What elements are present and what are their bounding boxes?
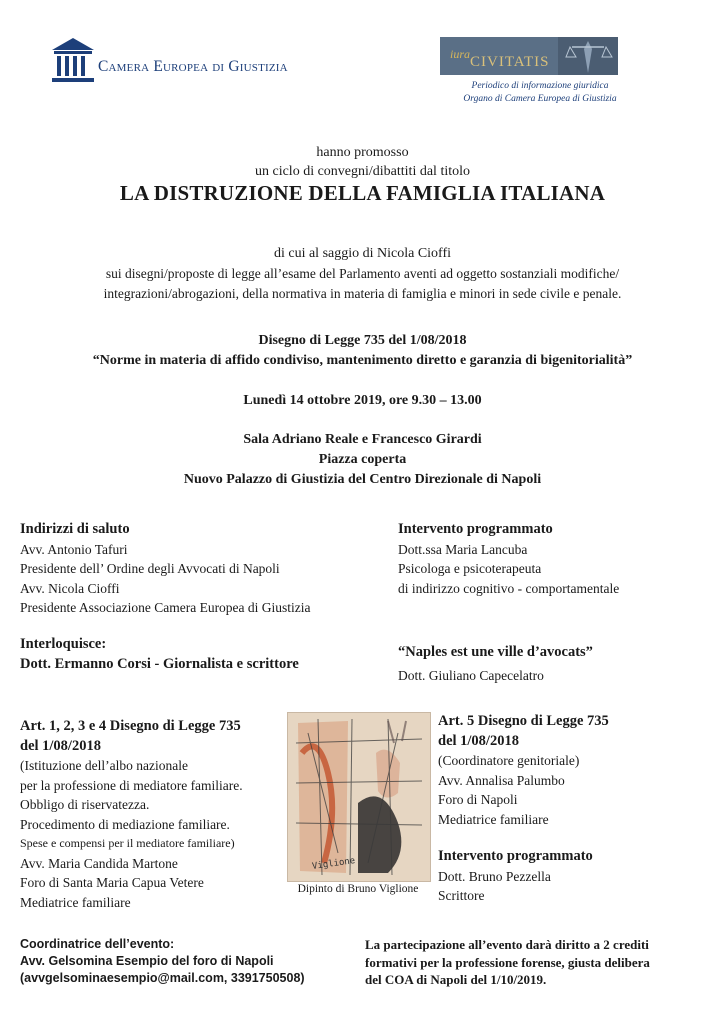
- org-name: Camera Europea di Giustizia: [98, 58, 288, 75]
- art-title-line2: del 1/08/2018: [20, 737, 101, 754]
- art5-line2: Avv. Annalisa Palumbo: [438, 772, 565, 788]
- credits-line1: La partecipazione all’evento darà diritto a 2 crediti: [365, 937, 649, 952]
- naples-name: Dott. Giuliano Capecelatro: [398, 667, 544, 683]
- journal-subtitle-line1: Periodico di informazione giuridica: [471, 81, 609, 91]
- art-line3: Obbligo di riservatezza.: [20, 797, 150, 812]
- intervento-line2: Psicologa e psicoterapeuta: [398, 561, 542, 576]
- art-line8: Mediatrice familiare: [20, 894, 131, 910]
- ddl-title: Disegno di Legge 735 del 1/08/2018: [258, 333, 467, 348]
- art5-line3: Foro di Napoli: [438, 792, 518, 807]
- art-line5: Spese e compensi per il mediatore familiare): [20, 836, 235, 850]
- saluto-line4: Presidente Associazione Camera Europea di Giustizia: [20, 600, 311, 615]
- event-date: Lunedì 14 ottobre 2019, ore 9.30 – 13.00: [243, 393, 482, 408]
- coordinator-title: Coordinatrice dell’evento:: [20, 937, 175, 951]
- naples-block: [398, 643, 708, 685]
- credits-line3: del COA di Napoli del 1/10/2019.: [365, 972, 547, 987]
- event-venue3: Nuovo Palazzo di Giustizia del Centro Direzionale di Napoli: [183, 472, 542, 487]
- interloquisce-block: [20, 635, 370, 674]
- credits-block: [365, 936, 707, 989]
- saluto-block: [20, 520, 370, 618]
- journal-name-bottom: CIVITATIS: [470, 54, 550, 70]
- art5-title-line2: del 1/08/2018: [438, 732, 519, 749]
- intervento-line1: Dott.ssa Maria Lancuba: [398, 541, 528, 557]
- intro-line4: sui disegni/proposte di legge all’esame del Parlamento aventi ad oggetto sostanziali modifiche/: [105, 266, 620, 281]
- page-title: LA DISTRUZIONE DELLA FAMIGLIA ITALIANA: [119, 181, 606, 205]
- art5-line1: (Coordinatore genitoriale): [438, 753, 580, 768]
- ddl-subtitle: “Norme in materia di affido condiviso, mantenimento diretto e garanzia di bigenitorialità”: [92, 353, 633, 368]
- event-venue1: Sala Adriano Reale e Francesco Girardi: [243, 432, 482, 447]
- art-line6: Avv. Maria Candida Martone: [20, 855, 178, 871]
- art5-block: [438, 712, 708, 829]
- intervento-block: [398, 520, 708, 598]
- saluto-line2: Presidente dell’ Ordine degli Avvocati di Napoli: [20, 561, 280, 576]
- journal-logo: [440, 37, 618, 75]
- interloquisce-title: Interloquisce:: [20, 636, 107, 652]
- painting: [287, 712, 431, 882]
- journal-name-top: iura: [450, 47, 471, 61]
- intro-line5: integrazioni/abrogazioni, della normativa in materia di famiglia e minori in sede civile e penale.: [103, 286, 622, 301]
- event-venue2: Piazza coperta: [318, 452, 407, 467]
- intro-line3: di cui al saggio di Nicola Cioffi: [273, 246, 452, 261]
- intro-line1: hanno promosso: [316, 145, 409, 160]
- art-line7: Foro di Santa Maria Capua Vetere: [20, 875, 204, 890]
- art-line4: Procedimento di mediazione familiare.: [20, 816, 230, 832]
- saluto-line1: Avv. Antonio Tafuri: [20, 541, 128, 557]
- coordinator-block: [20, 936, 350, 987]
- credits-line2: formativi per la professione forense, giusta delibera: [365, 954, 650, 970]
- saluto-line3: Avv. Nicola Cioffi: [20, 580, 120, 596]
- journal-subtitle-line2: Organo di Camera Europea di Giustizia: [463, 94, 617, 104]
- art5-title-line1: Art. 5 Disegno di Legge 735: [438, 713, 609, 729]
- art-title-line1: Art. 1, 2, 3 e 4 Disegno di Legge 735: [20, 718, 241, 734]
- art5-line4: Mediatrice familiare: [438, 811, 549, 827]
- intro-line2: un ciclo di convegni/dibattiti dal titolo: [254, 164, 471, 179]
- intervento2-title: Intervento programmato: [438, 848, 593, 864]
- journal-subtitle: [445, 80, 635, 106]
- painting-signature: Viglione: [311, 856, 356, 872]
- intervento2-line1: Dott. Bruno Pezzella: [438, 868, 551, 884]
- org-logo: [50, 36, 320, 92]
- coordinator-line2: (avvgelsominaesempio@mail.com, 3391750508): [20, 971, 305, 985]
- intervento-title: Intervento programmato: [398, 521, 553, 537]
- art-block: [20, 717, 288, 912]
- interloquisce-name: Dott. Ermanno Corsi - Giornalista e scrittore: [20, 655, 299, 672]
- justice-figure-icon: [558, 37, 618, 75]
- painting-image: [288, 713, 430, 881]
- intervento2-line2: Scrittore: [438, 888, 485, 903]
- painting-caption: Dipinto di Bruno Viglione: [297, 883, 419, 895]
- art-line1: (Istituzione dell’albo nazionale: [20, 758, 188, 773]
- art-line2: per la professione di mediatore familiare.: [20, 777, 243, 793]
- coordinator-line1: Avv. Gelsomina Esempio del foro di Napoli: [20, 954, 274, 968]
- saluto-title: Indirizzi di saluto: [20, 521, 130, 537]
- intervento2-block: [438, 847, 708, 906]
- intervento-line3: di indirizzo cognitivo - comportamentale: [398, 580, 620, 596]
- courthouse-icon: [50, 36, 96, 86]
- naples-title: “Naples est une ville d’avocats”: [398, 644, 593, 660]
